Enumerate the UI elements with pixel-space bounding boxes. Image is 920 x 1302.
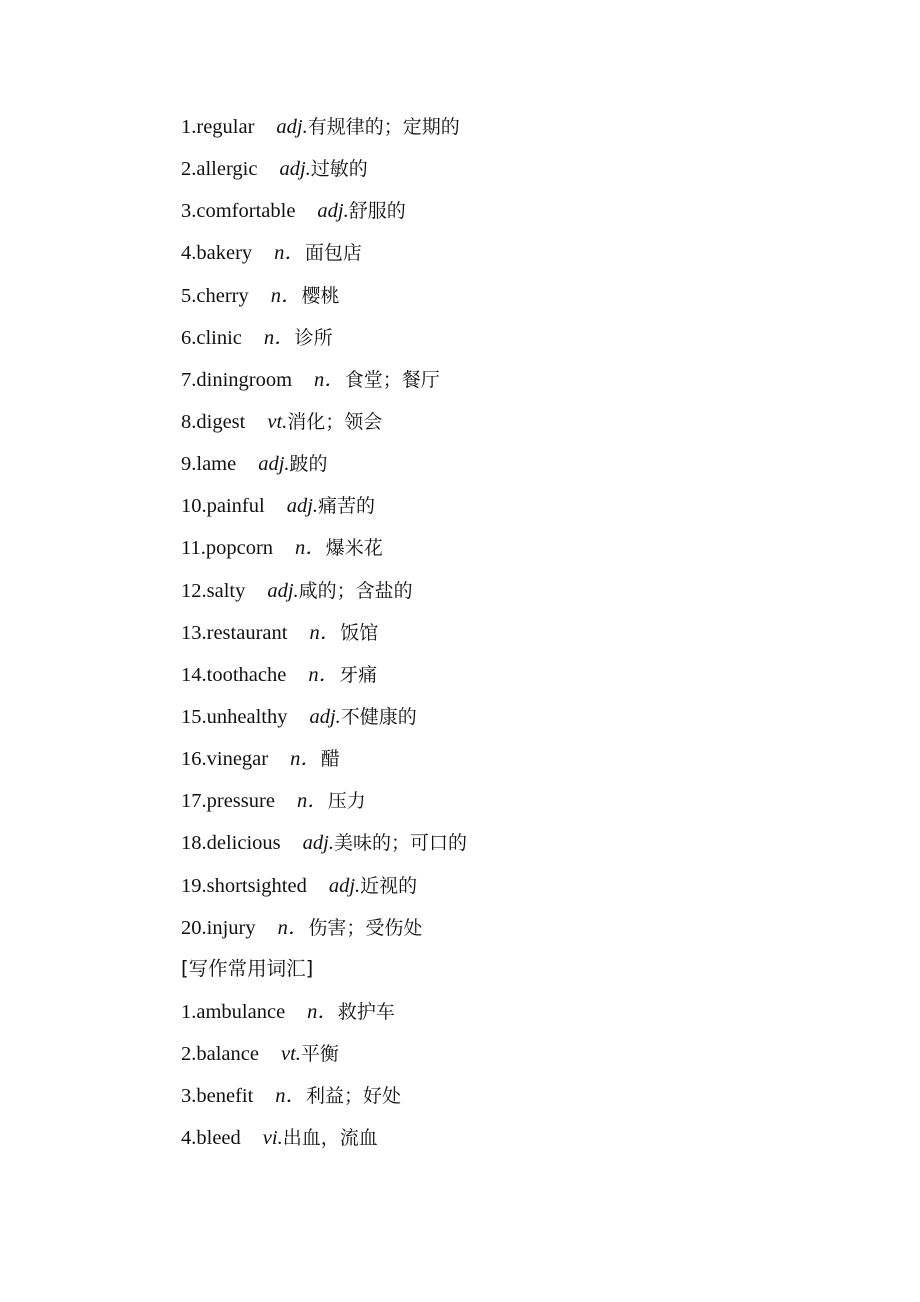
vocab-meaning: 樱桃: [301, 284, 340, 307]
vocab-meaning: 醋: [320, 748, 340, 771]
vocab-entry: [181, 321, 821, 363]
vocab-entry: [181, 1079, 821, 1121]
vocab-meaning: 消化；领会: [287, 410, 383, 433]
vocab-entry: [181, 616, 821, 658]
part-of-speech: n．: [295, 537, 326, 560]
part-of-speech: adj.: [286, 495, 319, 518]
part-of-speech: adj.: [258, 453, 290, 476]
vocab-word: 1.ambulance: [181, 1000, 286, 1023]
vocabulary-page: [181, 110, 821, 1164]
vocab-word: 10.painful: [181, 495, 265, 518]
part-of-speech: n．: [263, 326, 295, 349]
vocab-entry: [181, 826, 821, 868]
vocab-meaning: 诊所: [294, 326, 333, 349]
vocab-meaning: 平衡: [300, 1043, 339, 1066]
part-of-speech: n．: [308, 663, 340, 686]
vocab-word: 3.benefit: [181, 1085, 254, 1108]
vocab-meaning: 利益；好处: [306, 1085, 402, 1108]
part-of-speech: n．: [307, 1000, 338, 1023]
vocab-meaning: 跛的: [289, 453, 328, 476]
vocab-entry: [181, 405, 821, 447]
part-of-speech: vi.: [262, 1127, 283, 1150]
vocab-entry: [181, 574, 821, 616]
part-of-speech: n．: [309, 621, 341, 644]
vocab-entry: [181, 447, 821, 489]
writing-vocabulary-list: [181, 995, 821, 1164]
vocab-word: 8.digest: [181, 410, 246, 433]
section-heading: [写作常用词汇]: [181, 956, 314, 980]
part-of-speech: n．: [274, 242, 305, 265]
vocab-meaning: 牙痛: [339, 663, 378, 686]
part-of-speech: n．: [277, 916, 309, 939]
vocab-entry: [181, 995, 821, 1037]
vocab-word: 20.injury: [181, 916, 256, 939]
vocab-word: 7.diningroom: [181, 368, 293, 391]
vocab-word: 19.shortsighted: [181, 874, 307, 897]
vocab-word: 4.bakery: [181, 242, 253, 265]
vocab-entry: [181, 152, 821, 194]
vocab-meaning: 美味的；可口的: [333, 832, 467, 855]
part-of-speech: vt.: [280, 1043, 301, 1066]
vocab-entry: [181, 911, 821, 953]
vocab-word: 2.balance: [181, 1043, 259, 1066]
part-of-speech: n．: [296, 790, 328, 813]
vocab-meaning: 过敏的: [310, 158, 368, 181]
vocab-entry: [181, 110, 821, 152]
vocab-entry: [181, 1037, 821, 1079]
vocab-entry: [181, 700, 821, 742]
part-of-speech: n．: [314, 368, 345, 391]
vocab-word: 15.unhealthy: [181, 705, 288, 728]
vocab-entry: [181, 363, 821, 405]
vocab-meaning: 压力: [327, 790, 366, 813]
vocabulary-list: [181, 110, 821, 953]
vocab-word: 11.popcorn: [181, 537, 274, 560]
vocab-word: 17.pressure: [181, 790, 275, 813]
vocab-entry: [181, 194, 821, 236]
vocab-entry: [181, 784, 821, 826]
vocab-word: 13.restaurant: [181, 621, 288, 644]
vocab-entry: [181, 1121, 821, 1163]
vocab-word: 16.vinegar: [181, 748, 269, 771]
vocab-meaning: 爆米花: [325, 537, 383, 560]
vocab-meaning: 痛苦的: [318, 495, 376, 518]
part-of-speech: adj.: [267, 579, 299, 602]
vocab-meaning: 不健康的: [340, 705, 417, 728]
part-of-speech: vt.: [267, 410, 288, 433]
vocab-word: 1.regular: [181, 116, 255, 138]
vocab-entry: [181, 658, 821, 700]
part-of-speech: adj.: [309, 705, 341, 728]
part-of-speech: adj.: [276, 116, 308, 138]
vocab-meaning: 面包店: [304, 242, 362, 265]
part-of-speech: adj.: [302, 832, 334, 855]
vocab-meaning: 舒服的: [348, 200, 406, 223]
part-of-speech: adj.: [328, 874, 361, 897]
vocab-entry: [181, 742, 821, 784]
vocab-word: 14.toothache: [181, 663, 287, 686]
vocab-word: 2.allergic: [181, 158, 258, 181]
vocab-word: 4.bleed: [181, 1127, 241, 1150]
vocab-word: 9.lame: [181, 453, 237, 476]
part-of-speech: n．: [275, 1085, 307, 1108]
vocab-word: 12.salty: [181, 579, 246, 602]
vocab-meaning: 出血，流血: [282, 1127, 378, 1150]
vocab-entry: [181, 489, 821, 531]
vocab-word: 5.cherry: [181, 284, 249, 307]
vocab-word: 6.clinic: [181, 326, 242, 349]
vocab-entry: [181, 236, 821, 278]
vocab-meaning: 救护车: [337, 1000, 395, 1023]
vocab-meaning: 咸的；含盐的: [298, 579, 413, 602]
vocab-word: 3.comfortable: [181, 200, 296, 223]
vocab-entry: [181, 531, 821, 573]
part-of-speech: n．: [270, 284, 302, 307]
vocab-entry: [181, 869, 821, 911]
part-of-speech: adj.: [279, 158, 311, 181]
part-of-speech: n．: [290, 748, 321, 771]
vocab-word: 18.delicious: [181, 832, 281, 855]
part-of-speech: adj.: [317, 200, 349, 223]
vocab-entry: [181, 279, 821, 321]
vocab-meaning: 近视的: [360, 874, 418, 897]
vocab-meaning: 有规律的；定期的: [307, 116, 460, 138]
vocab-meaning: 伤害；受伤处: [308, 916, 423, 939]
vocab-meaning: 饭馆: [340, 621, 379, 644]
vocab-meaning: 食堂；餐厅: [344, 368, 440, 391]
